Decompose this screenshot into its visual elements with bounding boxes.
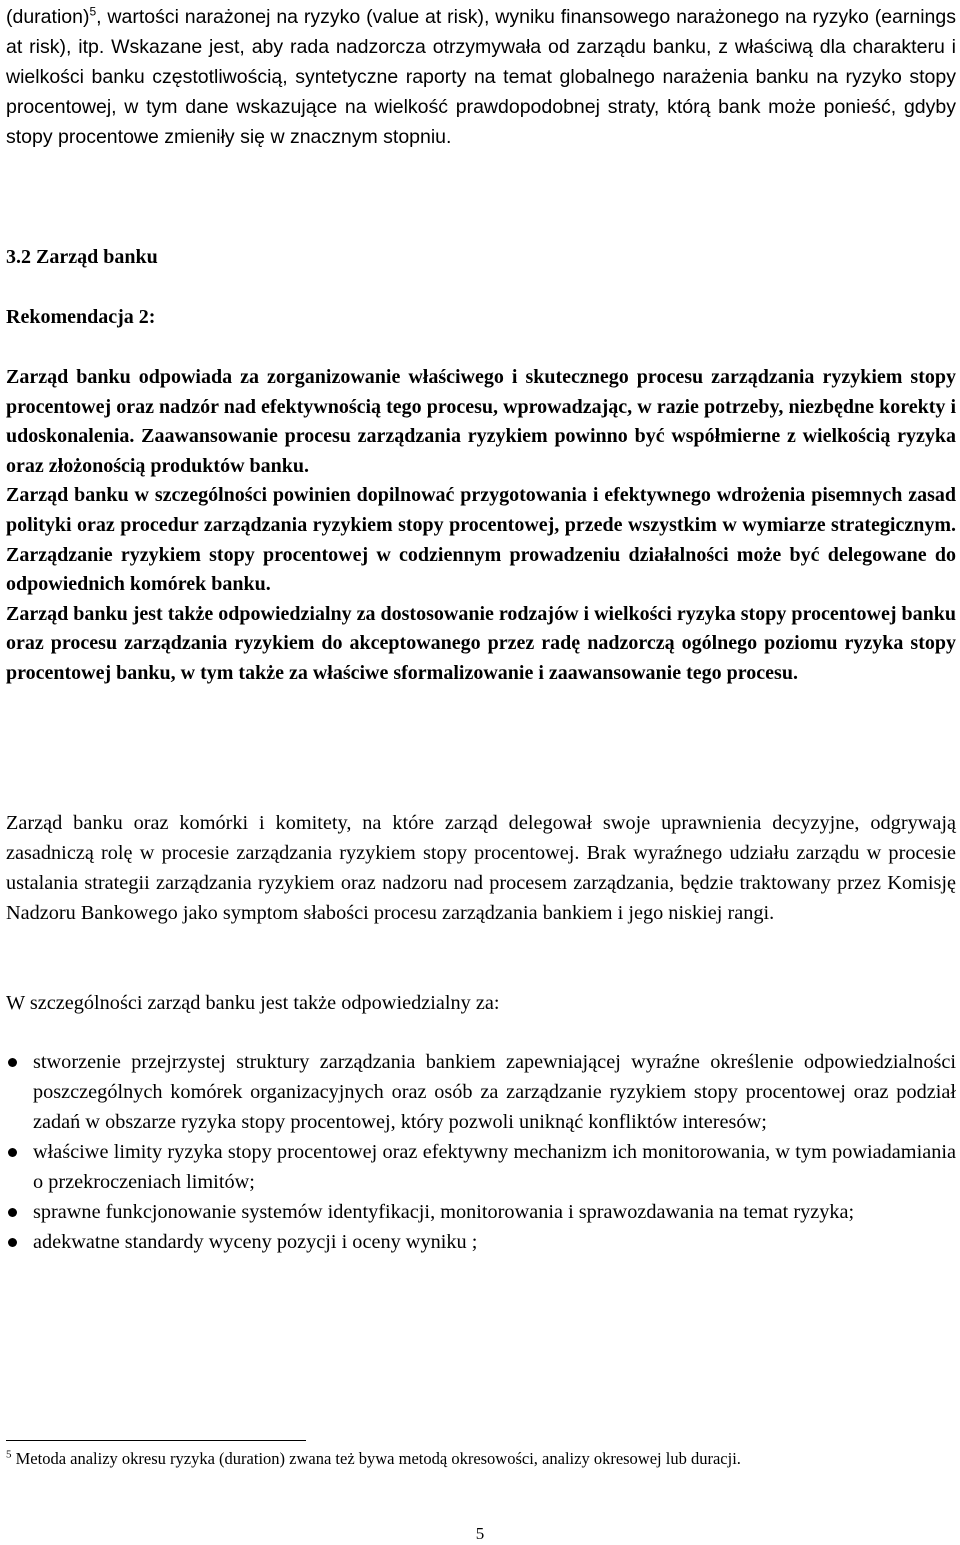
bullet-icon: [8, 1058, 17, 1067]
board-paragraph: Zarząd banku oraz komórki i komitety, na które zarząd delegował swoje uprawnienia decyzyjne, odgrywają zasadniczą rolę w procesie zarządzania ryzykiem stopy procentowej. Brak wyraźnego udziału zarządu w procesie ustalania strategii zarządzania ryzykiem oraz nadzoru nad procesem zarządzania, będzie traktowany przez Komisję Nadzoru Bankowego jako symptom słabości procesu zarządzania bankiem i jego niskiej rangi.: [6, 812, 956, 924]
intro-lead: (duration): [6, 6, 90, 28]
list-item: [6, 1227, 956, 1257]
list-item-text: sprawne funkcjonowanie systemów identyfikacji, monitorowania i sprawozdawania na temat ryzyka;: [33, 1201, 855, 1223]
recommendation-heading: Rekomendacja 2:: [6, 306, 156, 328]
list-item-text: właściwe limity ryzyka stopy procentowej oraz efektywny mechanizm ich monitorowania, w tym powiadamiania o przekroczeniach limitów;: [33, 1141, 956, 1193]
recommendation-paragraph-3: Zarząd banku jest także odpowiedzialny za dostosowanie rodzajów i wielkości ryzyka stopy procentowej banku oraz procesu zarządzania ryzykiem do akceptowanego przez radę nadzorczą ogólnego poziomu ryzyka stopy procentowej banku, w tym także za właściwe sformalizowanie i zaawansowanie tego procesu.: [6, 602, 956, 684]
footnote-separator: [6, 1440, 306, 1441]
section-heading: 3.2 Zarząd banku: [6, 246, 158, 268]
footnote-marker: 5: [6, 1448, 12, 1461]
list-item-text: adekwatne standardy wyceny pozycji i oceny wyniku ;: [33, 1231, 478, 1253]
responsibility-list: [6, 1047, 956, 1257]
list-item: [6, 1137, 956, 1197]
list-item-text: stworzenie przejrzystej struktury zarządzania bankiem zapewniającej wyraźne określenie odpowiedzialności poszczególnych komórek organizacyjnych oraz osób za zarządzanie ryzykiem stopy procentowej oraz podział zadań w obszarze ryzyka stopy procentowej, który pozwoli uniknąć konfliktów interesów;: [33, 1051, 956, 1133]
footnote-reference[interactable]: 5: [89, 4, 97, 19]
list-item: [6, 1047, 956, 1137]
footnote-text: Metoda analizy okresu ryzyka (duration) zwana też bywa metodą okresowości, analizy okresowej lub duracji.: [11, 1449, 741, 1468]
intro-paragraph: [6, 2, 956, 152]
bullet-icon: [8, 1208, 17, 1217]
bullet-icon: [8, 1148, 17, 1157]
recommendation-text: [6, 363, 956, 689]
bullet-icon: [8, 1238, 17, 1247]
page-number: 5: [475, 1524, 485, 1543]
responsibility-intro: W szczególności zarząd banku jest także odpowiedzialny za:: [6, 992, 500, 1014]
list-item: [6, 1197, 956, 1227]
recommendation-paragraph-1: Zarząd banku odpowiada za zorganizowanie właściwego i skutecznego procesu zarządzania ryzykiem stopy procentowej oraz nadzór nad efektywnością tego procesu, wprowadzając, w razie potrzeby, niezbędne korekty i udoskonalenia. Zaawansowanie procesu zarządzania ryzykiem powinno być współmierne z wielkością ryzyka oraz złożonością produktów banku.: [6, 366, 956, 477]
intro-text: , wartości narażonej na ryzyko (value at risk), wyniku finansowego narażonego na ryzyko (earnings at risk), itp. Wskazane jest, aby rada nadzorcza otrzymywała od zarządu banku, z właściwą dla charakteru i wielkości banku częstotliwością, syntetyczne raporty na temat globalnego narażenia banku na ryzyko stopy procentowej, w tym dane wskazujące na wielkość prawdopodobnej straty, którą bank może ponieść, gdyby stopy procentowe zmieniły się w znacznym stopniu.: [6, 6, 956, 148]
recommendation-paragraph-2: Zarząd banku w szczególności powinien dopilnować przygotowania i efektywnego wdrożenia pisemnych zasad polityki oraz procedur zarządzania ryzykiem stopy procentowej, przede wszystkim w wymiarze strategicznym. Zarządzanie ryzykiem stopy procentowej w codziennym prowadzeniu działalności może być delegowane do odpowiednich komórek banku.: [6, 484, 956, 596]
footnote: [6, 1448, 956, 1470]
